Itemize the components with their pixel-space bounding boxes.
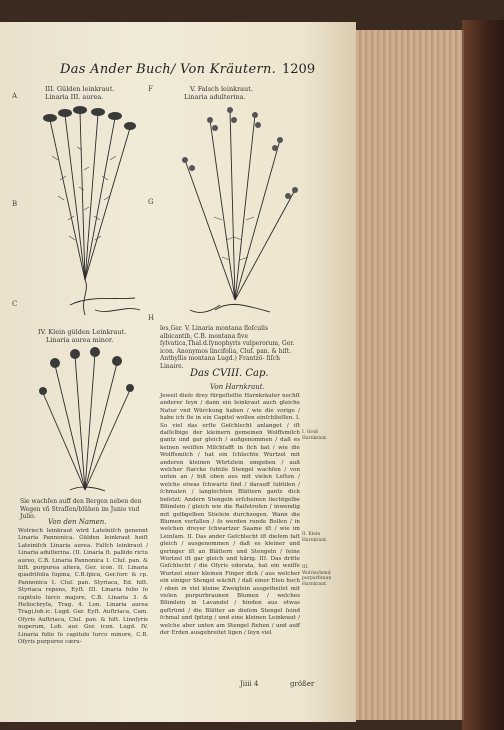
- marginal-letter-h: H: [148, 314, 155, 322]
- names-text: Wolriech leinkraut wird Lateiniſch genennt Linaria Pannonica. Gülden leinkraut heiſt Lateiniſch Linaria aurea. Falſch leinkraut / Linaria adulterina. (II. Linaria ſt. pallido rictu aureo, C.B. Linaria Pannonica 1. Cluſ. pan. & hiſt. purpurea altera, Ger. icon. II. Linaria quadrifolia ſupina, C.B.ſpica, Ger.ſorr. & cp. Pannonica 1. Cluſ. pan. Styriaca, Ed. hiſt. Styriaca repens, Eyſt. III. Linaria folio ſo capitulo lurco majore, C.B. Linaria 3. & Heliochryſa, Trag. 4. Lon. Linaria aurea Tragi,lob.ic. Lugd. Ger. Eyſt. Auſtriaca, Cam. Oſyris Auſtriaca, Cluſ. pan. & hiſt. Linoſyris nuperum, Lob. aur. Ger. icon. Lugd. IV. Linaria folio ſo capitulo lurco minore, C.B. Oſyris purpureo cæru-: [18, 528, 148, 646]
- marginal-letter-c: C: [12, 300, 18, 308]
- habitat-caption: Sie wachſen auff den Bergen neben den Wegen vñ Straſſen/blühen im Junio vnd Julio.: [20, 498, 142, 520]
- plant-illustration-false-linaria: [160, 100, 310, 320]
- marginal-letter-f: F: [148, 85, 153, 93]
- catchword: größer: [290, 680, 315, 688]
- figure-4-title: IV. Klein gülden Leinkraut.: [38, 328, 127, 336]
- page-number: 1209: [282, 62, 316, 77]
- names-heading: Von den Namen.: [48, 518, 107, 526]
- signature-mark: Jiiii 4: [240, 680, 259, 688]
- figure-4-latin: Linaria aurea minor.: [46, 336, 114, 344]
- chapter-text: Jeweil dieſe drey fürgeſtellte Harnkräuter nechſt anderer ſeyn / dann ein leinkraut auch gleiche Natur vnd Würckung haben / wie die vorige / habe ich ſie in ein Capitel wollen einſchlieſſen. I. So viel das erſte Geſchlecht anlanget / iſt daſſelbige der kleinern gemeinen Wolffsmilch gantz und gar gleich / außgenommen / daß es keinen weiſſen Milchſafft in ſich hat / wie die Wolffsmilch / hat ein ſchlechte Wurtzel mit anderen kleinen Würtzlein umgeben / auß welcher ſtarcke ſubtile Stengel wachſen / von unten an / biß oben aus mit vielen Leſten / welche etwas ſchwartz ſind / darauff ſubtilen / ſchmalen / langlechten Blättern gantz dick beſetzt: Andern Stengeln erſcheinen liechtgelbe Blümlein / gleich wie die Raiſetroſen / inwendig mit gelbgelben Stielein durchzogen. Wann die Blumen verfallen / ſo werden runde Bollen / in welchen dreyer ſchwartzer Saame iſt / wie im Leinſam. II. Das ander Geſchlecht iſt dieſem faſt gleich / ausgenommen / daß es kleiner und geringer iſt an Blättern und Stengeln / ſeine Wurtzel iſt gar gleich und härig. III. Das dritte Geſchlecht / die Oſyris odorata, hat ein weiſſe Wurtzel einer kleinen Finger dick / aus welcher ein einiger Stengel wächſt / daß einer Elen hoch / oben in viel kleine Zweiglein ausgetheilet mit vielen purpurbraunen Blumen / welches Blümlein in Lavandel / hinden aus etwas geſtrümt / die Blätter an dieſem Stengel ſeind ſchmal und ſpitzig / und eine kleinen Leinkraut / welche aber unten am Stengel ſtehen / und auff der Erden ausgebreitet ligen / ſeyn viel: [160, 393, 300, 636]
- synonym-caption: les,Ger. V. Linaria montana floſculis albicantib, C.B. montana five ſylvatica,Thal.d.ſynophyris vulperorum, Ger. icon. Anonymos lincifolia, Cluſ. pan. & hiſt. Anthyllis montana Lugd.) Frantzö- ſiſch Linaire.: [160, 325, 295, 370]
- chapter-title: Das CVIII. Cap.: [190, 368, 269, 379]
- marginal-letter-g: G: [148, 198, 154, 206]
- figure-5-latin: Linaria adulterina.: [184, 93, 246, 101]
- figure-5-title: V. Falsch leinkraut.: [190, 85, 253, 93]
- book-cover: [462, 20, 504, 730]
- page-edges: [356, 30, 464, 720]
- plant-illustration-small-gold-linaria: [25, 345, 145, 495]
- plant-illustration-gold-linaria: [20, 100, 150, 320]
- marginal-letter-a: A: [12, 92, 18, 100]
- marginal-letter-b: B: [12, 200, 18, 208]
- chapter-subtitle: Von Harnkraut.: [210, 383, 265, 391]
- sidenote-1: I. Groß Harnkraut.: [302, 430, 328, 441]
- figure-3-latin: Linaria III. aurea.: [45, 93, 104, 101]
- figure-3-title: III. Gülden leinkraut.: [45, 85, 115, 93]
- sidenote-3: III. Wolriechend purpurbraun Harnkraut.: [302, 565, 332, 587]
- sidenote-2: II. Klein Harnkraut.: [302, 532, 328, 543]
- running-head: Das Ander Buch/ Von Kräutern.: [60, 62, 277, 77]
